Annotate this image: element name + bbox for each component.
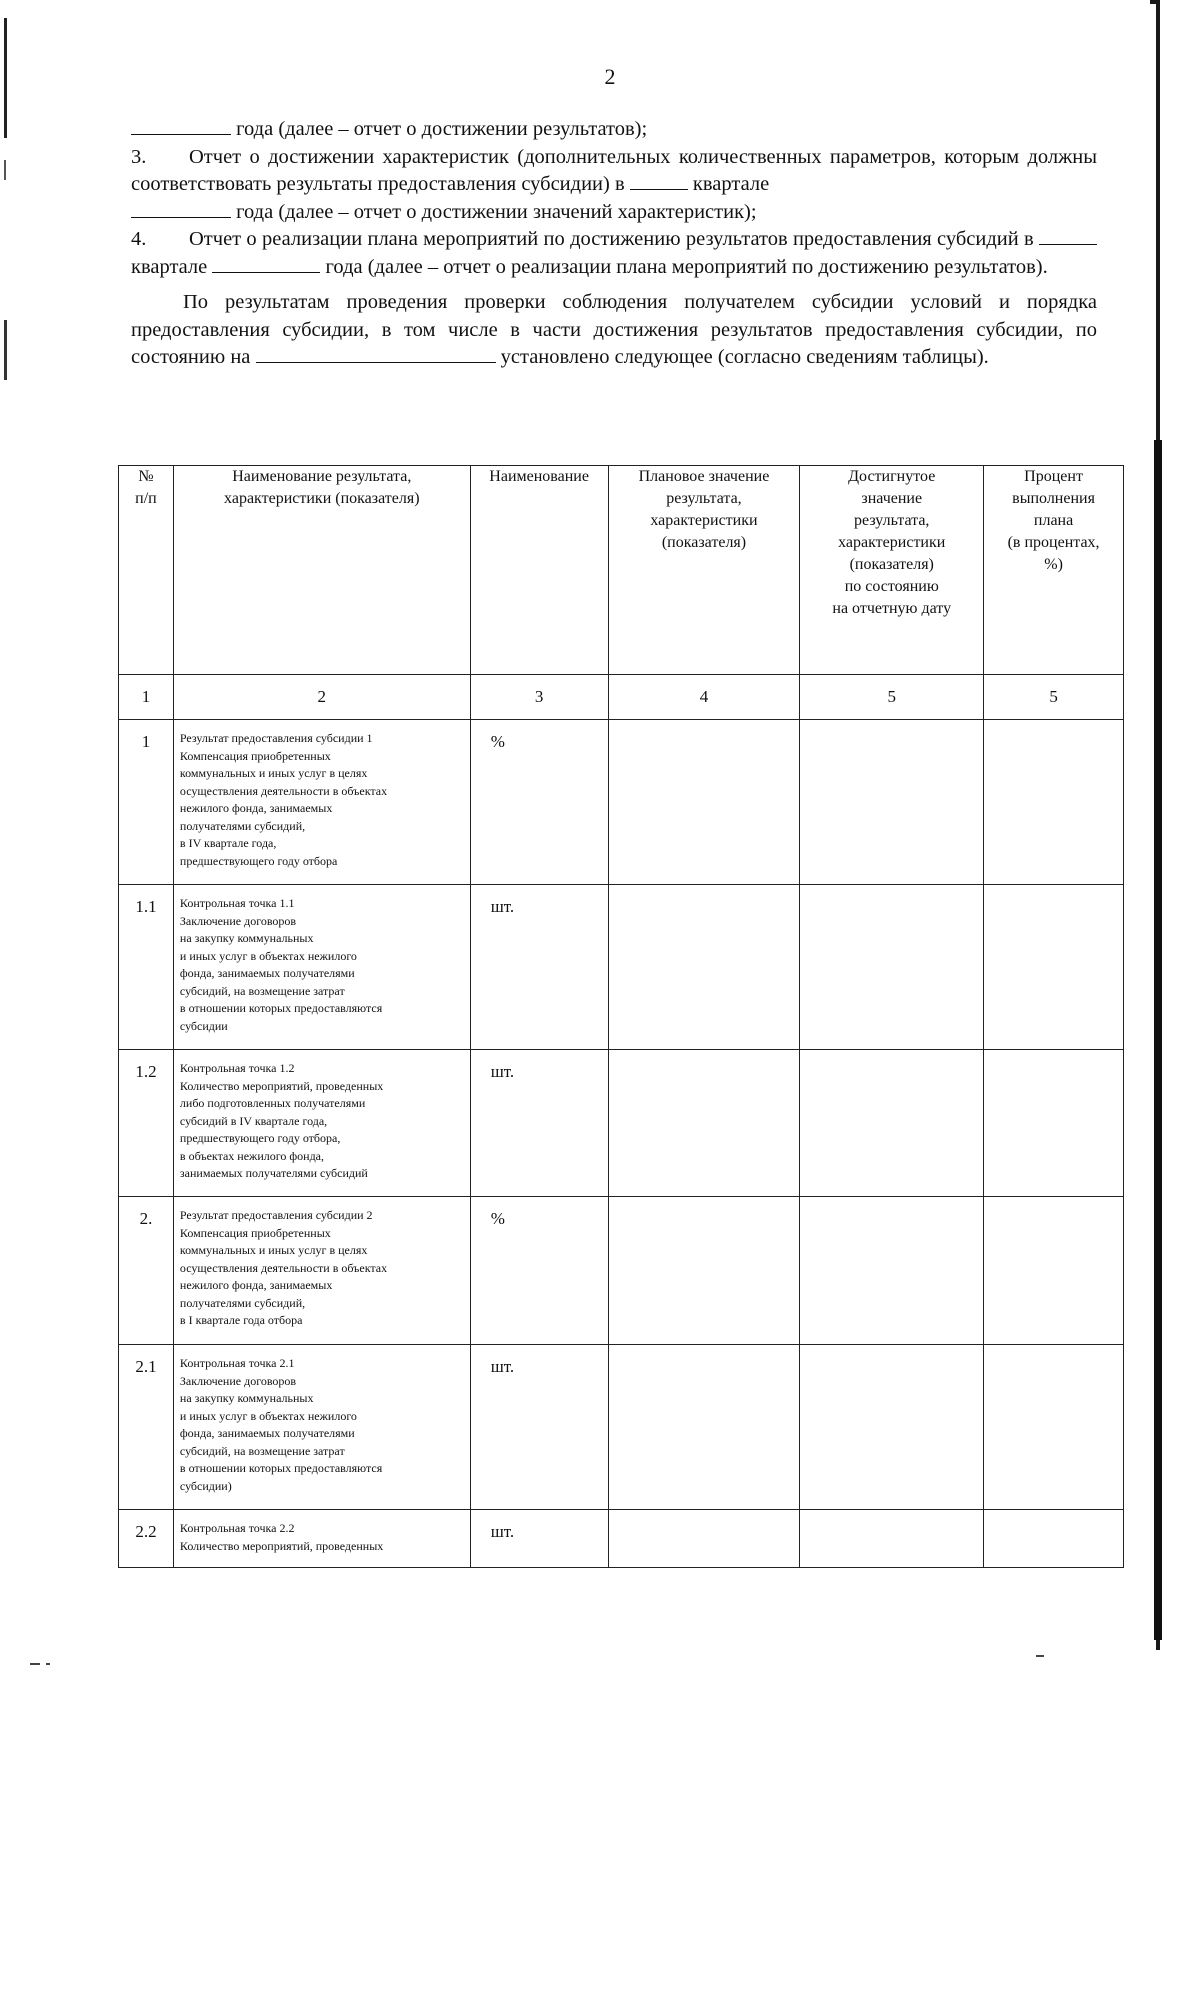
header-line: характеристики [838,534,946,551]
blank-field [212,254,320,273]
text-span: квартале [131,255,208,278]
empty-value-cell [800,1197,984,1345]
item-4 [131,226,1097,281]
column-header [119,466,174,675]
column-header [800,466,984,675]
description-cell [173,1197,470,1345]
text-span: установлено следующее [500,346,713,368]
blank-field [131,116,231,135]
header-line: Процент [1024,468,1083,485]
empty-value-cell [608,1197,800,1345]
description-line: предшествующего году отбора, [179,1131,341,1145]
header-line: Плановое значение [638,468,770,485]
column-number-row [119,675,1124,720]
text-span: Отчет о достижении характеристик (дополнительных количественных параметров, [189,145,936,168]
summary-paragraph [131,289,1097,372]
description-cell [173,1050,470,1197]
scan-edge-mark [1154,440,1162,1640]
scan-speck [1036,1655,1044,1657]
header-line: %) [1044,556,1063,573]
description-line: фонда, занимаемых получателями [179,1426,355,1440]
unit-cell: шт. [470,885,608,1050]
header-line: п/п [135,490,157,507]
column-header [984,466,1124,675]
table-row [119,1050,1124,1197]
row-number-cell: 1.1 [119,885,174,1050]
description-line: Компенсация приобретенных [179,748,331,763]
description-line: Контрольная точка 2.1 [179,1356,295,1370]
unit-cell: % [470,720,608,885]
description-line: субсидии [179,1018,228,1033]
description-line: Заключение договоров [179,1373,297,1388]
table-row [119,720,1124,885]
unit-cell: шт. [470,1510,608,1568]
description-line: нежилого фонда, занимаемых [179,1278,333,1292]
empty-value-cell [984,885,1124,1050]
text-span: По результатам проведения проверки соблюдения получателем субсидии условий [183,291,982,313]
description-line: субсидий, на возмещение затрат [179,1443,345,1458]
description-line: осуществления деятельности в объектах [179,783,388,798]
description-line: предшествующего году отбора [179,853,338,868]
description-line: либо подготовленных получателями [179,1096,366,1110]
blank-field [630,171,688,190]
text-span: предоставления субсидии, по состоянию на [131,318,1098,368]
text-span: года (далее – отчет о достижении результатов); [236,118,648,140]
description-line: на закупку коммунальных [179,1391,314,1405]
text-span: квартале [692,173,770,195]
description-line: Контрольная точка 2.2 [179,1521,295,1535]
table-body [119,720,1124,1568]
header-line: Наименование [489,468,589,485]
text-span: года (далее – отчет о достижении значений характеристик); [236,200,757,223]
header-line: Наименование результата, [232,468,412,485]
table-row [119,1345,1124,1510]
row-number-cell: 2.1 [119,1345,174,1510]
paragraph-line [131,199,1097,227]
header-line: результата, [666,490,742,507]
description-line: Контрольная точка 1.1 [179,896,295,910]
description-line: Количество мероприятий, проведенных [179,1078,384,1093]
column-header [173,466,470,675]
text-span: достижению результатов). [818,255,1048,278]
body-text [131,116,1097,372]
empty-value-cell [800,720,984,885]
column-number-cell: 5 [800,675,984,720]
header-line: выполнения [1012,490,1095,507]
empty-value-cell [984,720,1124,885]
column-number-cell: 2 [173,675,470,720]
empty-value-cell [984,1050,1124,1197]
description-line: субсидий, на возмещение затрат [179,983,345,998]
header-line: № [138,468,154,485]
description-line: Результат предоставления субсидии 2 [179,1208,373,1222]
description-line: занимаемых получателями субсидий [179,1166,368,1180]
row-number-cell: 2. [119,1197,174,1345]
table-row [119,1510,1124,1568]
description-line: и иных услуг в объектах нежилого [179,948,357,963]
description-line: в отношении которых предоставляются [179,1001,383,1015]
blank-field [131,199,231,218]
description-cell [173,720,470,885]
text-span: субсидий в [937,228,1034,250]
empty-value-cell [984,1510,1124,1568]
row-number-cell: 1.2 [119,1050,174,1197]
empty-value-cell [800,885,984,1050]
header-line: (показателя) [849,556,934,573]
text-span: которым должны соответствовать результаты предоставления субсидии) в [131,145,1097,195]
blank-field [1039,226,1097,245]
header-line: плана [1033,512,1074,529]
description-line: Результат предоставления субсидии 1 [179,731,373,745]
column-header [608,466,800,675]
header-line: на отчетную дату [832,600,952,617]
unit-cell: шт. [470,1050,608,1197]
header-line: по состоянию [844,578,939,595]
description-line: в объектах нежилого фонда, [179,1148,324,1163]
header-line: Достигнутое [848,468,936,485]
results-table [118,465,1124,1568]
empty-value-cell [984,1345,1124,1510]
description-line: Заключение договоров [179,913,297,928]
description-line: нежилого фонда, занимаемых [179,801,333,815]
empty-value-cell [608,1050,800,1197]
description-line: Количество мероприятий, проведенных [179,1538,384,1553]
column-header [470,466,608,675]
blank-field [256,344,496,363]
table-row [119,1197,1124,1345]
empty-value-cell [608,885,800,1050]
empty-value-cell [608,1345,800,1510]
unit-cell: шт. [470,1345,608,1510]
empty-value-cell [608,1510,800,1568]
description-cell [173,1510,470,1568]
description-line: и иных услуг в объектах нежилого [179,1408,357,1423]
description-line: фонда, занимаемых получателями [179,966,355,980]
description-cell [173,1345,470,1510]
description-line: субсидии) [179,1478,232,1493]
text-span: и порядка предоставления субсидии, в том числе в части достижения результатов [131,291,1097,341]
row-number-cell: 1 [119,720,174,885]
header-line: (в процентах, [1007,534,1100,551]
description-line: на закупку коммунальных [179,931,314,945]
column-number-cell: 5 [984,675,1124,720]
text-span: года (далее – отчет о реализации плана мероприятий по [325,255,814,278]
column-number-cell: 3 [470,675,608,720]
description-line: в отношении которых предоставляются [179,1461,383,1475]
scan-speck [46,1663,50,1665]
description-cell [173,885,470,1050]
scan-speck [30,1663,40,1665]
description-line: коммунальных и иных услуг в целях [179,1243,368,1257]
description-line: коммунальных и иных услуг в целях [179,766,368,780]
header-line: результата, [854,512,930,529]
header-line: (показателя) [661,534,747,551]
paragraph-line [131,116,1097,144]
text-span: (согласно сведениям таблицы). [717,346,989,368]
empty-value-cell [800,1510,984,1568]
empty-value-cell [984,1197,1124,1345]
column-number-cell: 1 [119,675,174,720]
item-3 [131,144,1097,199]
header-line: характеристики [650,512,758,529]
description-line: в IV квартале года, [179,836,277,850]
scan-edge-mark [4,320,7,380]
empty-value-cell [800,1050,984,1197]
table-header-row [119,466,1124,675]
unit-cell: % [470,1197,608,1345]
column-number-cell: 4 [608,675,800,720]
scan-edge-mark [4,18,7,138]
description-line: в I квартале года отбора [179,1313,303,1327]
empty-value-cell [800,1345,984,1510]
empty-value-cell [608,720,800,885]
scan-edge-mark [4,160,6,180]
text-span: Отчет о реализации плана мероприятий по достижению результатов предоставления [189,228,932,250]
item-number: 4. [131,228,147,250]
header-line: значение [861,490,923,507]
description-line: получателями субсидий, [179,1295,306,1310]
header-line: характеристики (показателя) [224,490,420,507]
page-number: 2 [604,64,616,89]
description-line: осуществления деятельности в объектах [179,1260,388,1275]
description-line: Контрольная точка 1.2 [179,1061,295,1075]
description-line: Компенсация приобретенных [179,1225,331,1240]
description-line: субсидий в IV квартале года, [179,1113,328,1128]
item-number: 3. [131,145,147,168]
row-number-cell: 2.2 [119,1510,174,1568]
table-row [119,885,1124,1050]
description-line: получателями субсидий, [179,818,306,833]
